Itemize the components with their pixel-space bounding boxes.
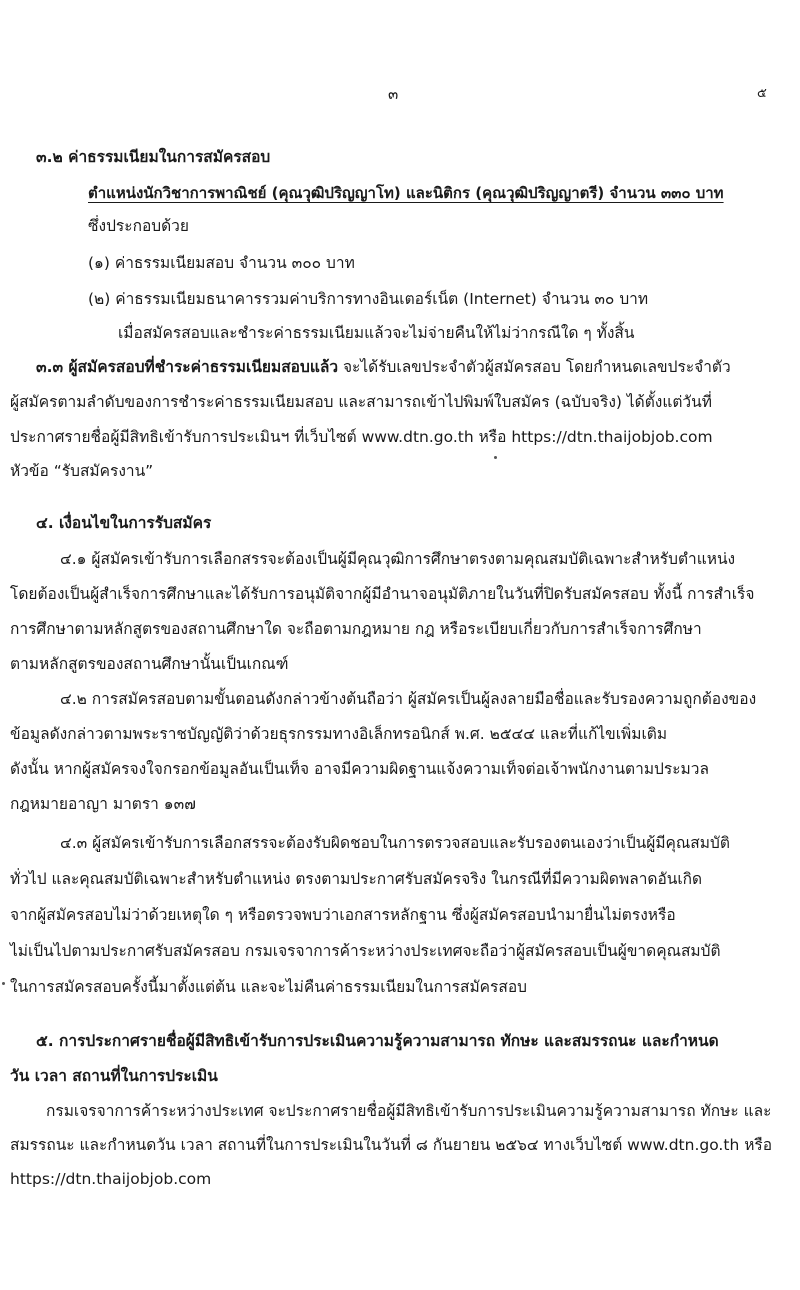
section-5-title-line-1: ๕. การประกาศรายชื่อผู้มีสิทธิเข้ารับการประเมินความรู้ความสามารถ ทักษะ และสมรรถนะ และกำหนด: [36, 1032, 719, 1050]
section-4-2-line-4: กฎหมายอาญา มาตรา ๑๓๗: [10, 795, 196, 813]
section-4-3-line-4: ไม่เป็นไปตามประกาศรับสมัครสอบ กรมเจรจาการค้าระหว่างประเทศจะถือว่าผู้สมัครสอบเป็นผู้ขาดคุณสมบัติ: [10, 942, 721, 960]
scan-speck: [2, 982, 5, 985]
section-3-2-title: ๓.๒ ค่าธรรมเนียมในการสมัครสอบ: [36, 148, 271, 166]
section-3-3-line-1: [36, 356, 731, 378]
section-4-title: ๔. เงื่อนไขในการรับสมัคร: [36, 514, 212, 532]
section-4-2-line-3: ดังนั้น หากผู้สมัครจงใจกรอกข้อมูลอันเป็นเท็จ อาจมีความผิดฐานแจ้งความเท็จต่อเจ้าพนักงานตามประมวล: [10, 760, 709, 778]
section-3-3-line-1-rest: จะได้รับเลขประจำตัวผู้สมัครสอบ โดยกำหนดเลขประจำตัว: [338, 358, 731, 376]
position-fee-line: ตำแหน่งนักวิชาการพาณิชย์ (คุณวุฒิปริญญาโท) และนิติกร (คุณวุฒิปริญญาตรี) จำนวน ๓๓๐ บาท: [88, 184, 724, 202]
fee-item-1: (๑) ค่าธรรมเนียมสอบ จำนวน ๓๐๐ บาท: [88, 254, 355, 272]
section-4-1-line-4: ตามหลักสูตรของสถานศึกษานั้นเป็นเกณฑ์: [10, 655, 289, 673]
fee-item-2: (๒) ค่าธรรมเนียมธนาคารรวมค่าบริการทางอินเตอร์เน็ต (Internet) จำนวน ๓๐ บาท: [88, 290, 649, 308]
section-4-1-line-3: การศึกษาตามหลักสูตรของสถานศึกษาใด จะถือตามกฎหมาย กฎ หรือระเบียบเกี่ยวกับการสำเร็จการศึกษา: [10, 620, 702, 638]
section-4-3-line-1: ๔.๓ ผู้สมัครเข้ารับการเลือกสรรจะต้องรับผิดชอบในการตรวจสอบและรับรองตนเองว่าเป็นผู้มีคุณสมบัติ: [60, 834, 730, 852]
consists-of-label: ซึ่งประกอบด้วย: [88, 217, 189, 235]
section-3-3-line-3: ประกาศรายชื่อผู้มีสิทธิเข้ารับการประเมินฯ ที่เว็บไซต์ www.dtn.go.th หรือ https://dtn.thaijobjob.com: [10, 428, 713, 446]
section-5-body-line-1: กรมเจรจาการค้าระหว่างประเทศ จะประกาศรายชื่อผู้มีสิทธิเข้ารับการประเมินความรู้ความสามารถ ทักษะ และ: [46, 1102, 772, 1120]
section-3-3-lead: ๓.๓ ผู้สมัครสอบที่ชำระค่าธรรมเนียมสอบแล้ว: [36, 358, 339, 376]
page-number: ๓: [388, 85, 399, 103]
section-5-title-line-2: วัน เวลา สถานที่ในการประเมิน: [10, 1067, 218, 1085]
section-4-2-line-1: ๔.๒ การสมัครสอบตามขั้นตอนดังกล่าวข้างต้นถือว่า ผู้สมัครเป็นผู้ลงลายมือชื่อและรับรองความถูกต้องของ: [60, 690, 757, 708]
section-3-3-line-4: หัวข้อ “รับสมัครงาน”: [10, 462, 154, 480]
section-5-body-line-3: https://dtn.thaijobjob.com: [10, 1170, 212, 1188]
scan-speck: [494, 456, 497, 459]
section-4-3-line-3: จากผู้สมัครสอบไม่ว่าด้วยเหตุใด ๆ หรือตรวจพบว่าเอกสารหลักฐาน ซึ่งผู้สมัครสอบนำมายื่นไม่ตรงหรือ: [10, 906, 676, 924]
section-5-body-line-2: สมรรถนะ และกำหนดวัน เวลา สถานที่ในการประเมินในวันที่ ๘ กันยายน ๒๕๖๔ ทางเว็บไซต์ www.dtn.go.th หรือ: [10, 1136, 773, 1154]
section-4-3-line-5: ในการสมัครสอบครั้งนี้มาตั้งแต่ต้น และจะไม่คืนค่าธรรมเนียมในการสมัครสอบ: [10, 978, 527, 996]
section-4-2-line-2: ข้อมูลดังกล่าวตามพระราชบัญญัติว่าด้วยธุรกรรมทางอิเล็กทรอนิกส์ พ.ศ. ๒๕๔๔ และที่แก้ไขเพิ่มเติม: [10, 725, 668, 743]
section-4-1-line-2: โดยต้องเป็นผู้สำเร็จการศึกษาและได้รับการอนุมัติจากผู้มีอำนาจอนุมัติภายในวันที่ปิดรับสมัครสอบ ทั้งนี้ การสำเร็จ: [10, 585, 755, 603]
section-4-1-line-1: ๔.๑ ผู้สมัครเข้ารับการเลือกสรรจะต้องเป็นผู้มีคุณวุฒิการศึกษาตรงตามคุณสมบัติเฉพาะสำหรับตำแหน่ง: [60, 550, 736, 568]
section-3-3-line-2: ผู้สมัครตามลำดับของการชำระค่าธรรมเนียมสอบ และสามารถเข้าไปพิมพ์ใบสมัคร (ฉบับจริง) ได้ตั้งแต่วันที่: [10, 393, 712, 411]
corner-mark: ๕: [757, 86, 767, 101]
no-refund-note: เมื่อสมัครสอบและชำระค่าธรรมเนียมแล้วจะไม่จ่ายคืนให้ไม่ว่ากรณีใด ๆ ทั้งสิ้น: [118, 324, 635, 342]
section-4-3-line-2: ทั่วไป และคุณสมบัติเฉพาะสำหรับตำแหน่ง ตรงตามประกาศรับสมัครจริง ในกรณีที่มีความผิดพลาดอันเกิด: [10, 870, 703, 888]
